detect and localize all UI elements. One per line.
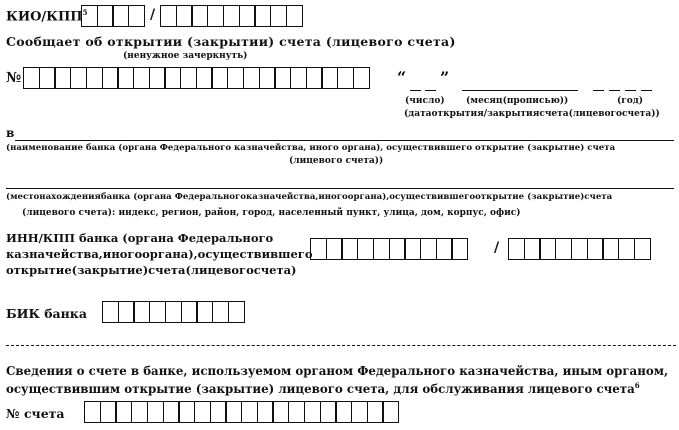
inn-kpp-label-line-3: открытие(закрытие)счета(лицевогосчета): [6, 263, 297, 277]
section-account-cell[interactable]: [382, 401, 399, 423]
section-account-cell[interactable]: [288, 401, 305, 423]
kio-cell[interactable]: [97, 5, 114, 27]
account-no-cell[interactable]: [39, 67, 56, 89]
section-account-cell[interactable]: [210, 401, 227, 423]
account-no-cell[interactable]: [337, 67, 354, 89]
inn-kpp-label-line-2: казначейства,иногооргана),осуществившего: [6, 247, 313, 261]
kpp-cell[interactable]: [254, 5, 271, 27]
month-caption: (месяц(прописью)): [466, 96, 569, 106]
section-account-cell[interactable]: [272, 401, 289, 423]
kpp-cell[interactable]: [207, 5, 224, 27]
bank-inn-cell[interactable]: [389, 238, 406, 260]
account-no-cell[interactable]: [290, 67, 307, 89]
kio-cell[interactable]: [112, 5, 129, 27]
bank-location-line[interactable]: [6, 188, 674, 189]
bik-cell[interactable]: [102, 301, 119, 323]
account-no-cell[interactable]: [211, 67, 228, 89]
month-line[interactable]: [462, 90, 578, 91]
account-no-cell[interactable]: [196, 67, 213, 89]
bik-cells[interactable]: [102, 301, 243, 325]
bank-inn-cell[interactable]: [341, 238, 358, 260]
account-no-cell[interactable]: [227, 67, 244, 89]
quote-open: “: [397, 68, 407, 87]
date-caption: (датаоткрытия/закрытиясчета(лицевогосчета)): [404, 109, 660, 119]
kpp-cells[interactable]: [160, 5, 301, 29]
section-account-cell[interactable]: [115, 401, 132, 423]
kio-cell[interactable]: [128, 5, 145, 27]
kpp-cell[interactable]: [270, 5, 287, 27]
kpp-cell[interactable]: [239, 5, 256, 27]
bik-cell[interactable]: [118, 301, 135, 323]
bank-inn-cell[interactable]: [436, 238, 453, 260]
bank-inn-cell[interactable]: [404, 238, 421, 260]
account-no-cell[interactable]: [259, 67, 276, 89]
bank-inn-cell[interactable]: [451, 238, 468, 260]
section-account-cell[interactable]: [100, 401, 117, 423]
day-line-2[interactable]: [425, 90, 436, 91]
bank-name-caption-2: (лицевого счета)): [289, 156, 384, 166]
section-account-cell[interactable]: [241, 401, 258, 423]
section-account-cell[interactable]: [147, 401, 164, 423]
account-no-cell[interactable]: [180, 67, 197, 89]
bank-inn-cell[interactable]: [357, 238, 374, 260]
bik-label: БИК банка: [6, 306, 87, 321]
year-caption: (год): [617, 96, 644, 106]
bank-kpp-cell[interactable]: [571, 238, 588, 260]
section-account-cell[interactable]: [84, 401, 101, 423]
bank-inn-cell[interactable]: [326, 238, 343, 260]
bik-cell[interactable]: [133, 301, 150, 323]
bank-name-line[interactable]: [15, 140, 674, 141]
bank-inn-cell[interactable]: [373, 238, 390, 260]
bank-inn-cell[interactable]: [420, 238, 437, 260]
day-caption: (число): [405, 96, 445, 106]
kpp-cell[interactable]: [191, 5, 208, 27]
day-line-1[interactable]: [410, 90, 421, 91]
section-account-cell[interactable]: [178, 401, 195, 423]
section-title-line-2: осуществившим открытие (закрытие) лицевого счета, для обслуживания лицевого счета$^6$: [6, 381, 640, 396]
bank-kpp-cell[interactable]: [508, 238, 525, 260]
kio-cells[interactable]: [81, 5, 144, 29]
kpp-cell[interactable]: [223, 5, 240, 27]
account-no-cell[interactable]: [117, 67, 134, 89]
section-account-cell[interactable]: [163, 401, 180, 423]
bik-cell[interactable]: [181, 301, 198, 323]
kio-cell[interactable]: [81, 5, 98, 27]
bik-cell[interactable]: [212, 301, 229, 323]
account-no-cells[interactable]: [23, 67, 368, 91]
kpp-cell[interactable]: [286, 5, 303, 27]
form-title: Сообщает об открытии (закрытии) счета (лицевого счета): [6, 34, 456, 49]
account-no-cell[interactable]: [274, 67, 291, 89]
section-separator: [6, 345, 676, 346]
bank-kpp-cell[interactable]: [618, 238, 635, 260]
account-no-cell[interactable]: [133, 67, 150, 89]
kpp-cell[interactable]: [160, 5, 177, 27]
section-account-cell[interactable]: [194, 401, 211, 423]
kio-kpp-slash: /: [150, 7, 156, 23]
year-line-3[interactable]: [625, 90, 636, 91]
account-no-cell[interactable]: [321, 67, 338, 89]
section-account-cell[interactable]: [304, 401, 321, 423]
account-no-cell[interactable]: [86, 67, 103, 89]
bank-inn-kpp-slash: /: [494, 240, 500, 256]
account-no-cell[interactable]: [23, 67, 40, 89]
bank-kpp-cell[interactable]: [587, 238, 604, 260]
account-no-cell[interactable]: [149, 67, 166, 89]
kio-kpp-label: КИО/КПП$^5$: [6, 8, 88, 25]
bank-kpp-cell[interactable]: [539, 238, 556, 260]
bank-name-caption: (наименование банка (органа Федерального казначейства, иного органа), осуществившего открытие (закрытие) счета: [6, 143, 616, 153]
account-no-label: №: [6, 70, 22, 86]
section-account-cells[interactable]: [84, 401, 398, 425]
bik-cell[interactable]: [228, 301, 245, 323]
bank-in-label: в: [6, 126, 15, 140]
section-account-cell[interactable]: [131, 401, 148, 423]
year-line-2[interactable]: [609, 90, 620, 91]
section-account-cell[interactable]: [257, 401, 274, 423]
bank-inn-cells[interactable]: [310, 238, 467, 262]
inn-kpp-label: [6, 230, 313, 278]
account-no-cell[interactable]: [243, 67, 260, 89]
bank-location-caption-2: (лицевого счета): индекс, регион, район, город, населенный пункт, улица, дом, корпус, офис): [22, 208, 521, 218]
bank-location-caption: (местонахождениябанка (органа Федеральногоказначейства,иногооргана),осуществившегооткрытие (закрытие)счета: [6, 192, 613, 202]
bank-kpp-cell[interactable]: [634, 238, 651, 260]
inn-kpp-label-line-1: ИНН/КПП банка (органа Федерального: [6, 231, 274, 245]
kpp-cell[interactable]: [176, 5, 193, 27]
quote-close: ”: [440, 68, 450, 87]
bik-cell[interactable]: [149, 301, 166, 323]
section-account-cell[interactable]: [225, 401, 242, 423]
bik-cell[interactable]: [196, 301, 213, 323]
account-no-cell[interactable]: [70, 67, 87, 89]
section-account-cell[interactable]: [320, 401, 337, 423]
year-line-1[interactable]: [593, 90, 604, 91]
section-account-cell[interactable]: [367, 401, 384, 423]
section-title-line-1: Сведения о счете в банке, используемом органом Федерального казначейства, иным органом,: [6, 364, 669, 378]
bank-kpp-cell[interactable]: [602, 238, 619, 260]
bank-kpp-cells[interactable]: [508, 238, 649, 262]
account-no-cell[interactable]: [164, 67, 181, 89]
account-no-cell[interactable]: [306, 67, 323, 89]
section-account-cell[interactable]: [351, 401, 368, 423]
account-number-label: № счета: [6, 406, 65, 421]
bik-cell[interactable]: [165, 301, 182, 323]
section-account-cell[interactable]: [335, 401, 352, 423]
account-no-cell[interactable]: [54, 67, 71, 89]
account-no-cell[interactable]: [102, 67, 119, 89]
bank-inn-cell[interactable]: [310, 238, 327, 260]
title-note: (ненужное зачеркнуть): [123, 51, 248, 61]
bank-kpp-cell[interactable]: [524, 238, 541, 260]
bank-kpp-cell[interactable]: [555, 238, 572, 260]
year-line-4[interactable]: [641, 90, 652, 91]
account-no-cell[interactable]: [353, 67, 370, 89]
